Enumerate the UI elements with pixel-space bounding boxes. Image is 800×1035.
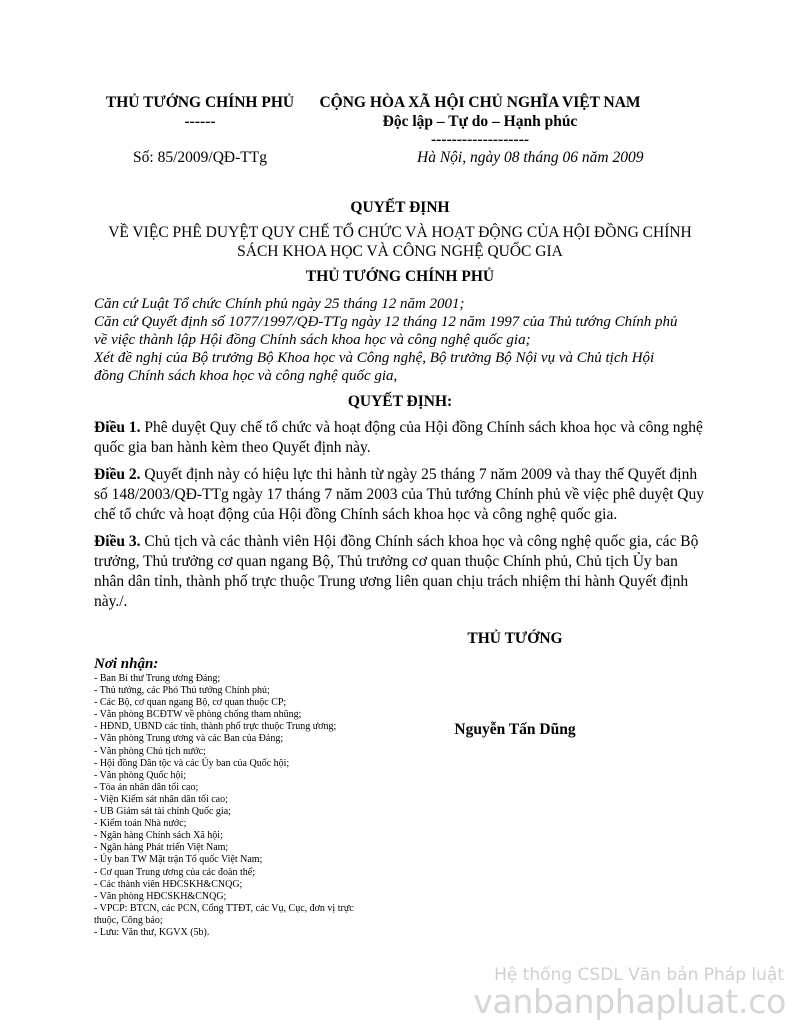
list-item: - UB Giám sát tài chính Quốc gia; (94, 806, 231, 818)
article-label: Điều 2. (94, 466, 141, 483)
subject-line-1: VỀ VIỆC PHÊ DUYỆT QUY CHẾ TỔ CHỨC VÀ HOẠT ĐỘNG CỦA HỘI ĐỒNG CHÍNH (108, 224, 692, 241)
article-label: Điều 3. (94, 533, 141, 550)
list-item: - HĐND, UBND các tỉnh, thành phố trực thuộc Trung ương; (94, 721, 337, 733)
list-item: - Thủ tướng, các Phó Thủ tướng Chính phủ; (94, 685, 270, 697)
list-item: - Viện Kiểm sát nhân dân tối cao; (94, 793, 228, 805)
article-3 (94, 532, 706, 612)
list-item: - Văn phòng Trung ương và các Ban của Đảng; (94, 733, 284, 745)
document-number: Số: 85/2009/QĐ-TTg (133, 149, 267, 166)
recipients-heading: Nơi nhận: (94, 656, 159, 672)
issuing-authority: THỦ TƯỚNG CHÍNH PHỦ (105, 94, 295, 111)
watermark-site[interactable]: vanbanphapluat.co (473, 982, 786, 1021)
list-item: - Văn phòng BCĐTW về phòng chống tham nhũng; (94, 709, 302, 721)
watermark-caption: Hệ thống CSDL Văn bản Pháp luật (494, 965, 784, 985)
list-item: - Kiểm toán Nhà nước; (94, 818, 187, 830)
document-type: QUYẾT ĐỊNH (350, 199, 450, 216)
article-text: Chủ tịch và các thành viên Hội đồng Chính sách khoa học và công nghệ quốc gia, các Bộ trưởng, Thủ trưởng cơ quan ngang Bộ, Thủ trưởng cơ quan thuộc Chính phủ, Chủ tịch Ủy ban nhân dân tỉnh, thành phố trực thuộc Trung ương liên quan chịu trách nhiệm thi hành Quyết định này./. (94, 533, 699, 610)
article-1 (94, 418, 706, 458)
list-item: - Văn phòng Chủ tịch nước; (94, 745, 206, 757)
preamble-line: Căn cứ Quyết định số 1077/1997/QĐ-TTg ngày 12 tháng 12 năm 1997 của Thủ tướng Chính phủ (94, 314, 678, 330)
signer-title: THỦ TƯỚNG (467, 630, 563, 647)
place-and-date: Hà Nội, ngày 08 tháng 06 năm 2009 (417, 149, 644, 166)
country-name: CỘNG HÒA XÃ HỘI CHỦ NGHĨA VIỆT NAM (319, 94, 641, 111)
list-item: - VPCP: BTCN, các PCN, Cổng TTĐT, các Vụ, Cục, đơn vị trực (94, 902, 354, 914)
preamble-line: đồng Chính sách khoa học và công nghệ quốc gia, (94, 368, 398, 384)
motto-rule: ------------------- (430, 131, 530, 148)
list-item: - Hội đồng Dân tộc và các Ủy ban của Quốc hội; (94, 757, 290, 769)
article-label: Điều 1. (94, 419, 141, 436)
authority-rule: ------ (184, 113, 216, 130)
list-item: - Ủy ban TW Mặt trận Tổ quốc Việt Nam; (94, 854, 263, 866)
authority-heading: THỦ TƯỚNG CHÍNH PHỦ (305, 268, 495, 285)
article-2 (94, 465, 706, 525)
decides-heading: QUYẾT ĐỊNH: (347, 393, 453, 410)
articles (94, 418, 706, 619)
article-text: Phê duyệt Quy chế tổ chức và hoạt động của Hội đồng Chính sách khoa học và công nghệ quốc gia ban hành kèm theo Quyết định này. (94, 419, 703, 456)
list-item: - Tòa án nhân dân tối cao; (94, 781, 199, 793)
preamble-line: Xét đề nghị của Bộ trưởng Bộ Khoa học và Công nghệ, Bộ trưởng Bộ Nội vụ và Chủ tịch Hội (94, 350, 655, 366)
list-item: - Lưu: Văn thư, KGVX (5b). (94, 926, 210, 938)
list-item: - Cơ quan Trung ương của các đoàn thể; (94, 866, 255, 878)
national-motto: Độc lập – Tự do – Hạnh phúc (382, 113, 578, 130)
list-item: - Ban Bí thư Trung ương Đảng; (94, 673, 221, 684)
list-item: - Ngân hàng Phát triển Việt Nam; (94, 842, 229, 854)
subject-line-2: SÁCH KHOA HỌC VÀ CÔNG NGHỆ QUỐC GIA (237, 243, 563, 260)
list-item: - Các Bộ, cơ quan ngang Bộ, cơ quan thuộc CP; (94, 697, 287, 709)
list-item: thuộc, Công báo; (94, 914, 163, 926)
preamble-line: về việc thành lập Hội đồng Chính sách khoa học và công nghệ quốc gia; (94, 332, 531, 348)
list-item: - Văn phòng Quốc hội; (94, 769, 187, 781)
list-item: - Ngân hàng Chính sách Xã hội; (94, 830, 223, 842)
article-text: Quyết định này có hiệu lực thi hành từ ngày 25 tháng 7 năm 2009 và thay thế Quyết định số 148/2003/QĐ-TTg ngày 17 tháng 7 năm 2003 của Thủ tướng Chính phủ về việc phê duyệt Quy chế tổ chức và hoạt động của Hội đồng Chính sách khoa học và công nghệ quốc gia. (94, 466, 704, 523)
recipients-list (94, 673, 394, 939)
signer-name: Nguyễn Tấn Dũng (454, 721, 576, 738)
preamble-line: Căn cứ Luật Tổ chức Chính phủ ngày 25 tháng 12 năm 2001; (94, 296, 465, 312)
list-item: - Văn phòng HĐCSKH&CNQG; (94, 890, 227, 902)
preamble (94, 295, 714, 385)
list-item: - Các thành viên HĐCSKH&CNQG; (94, 878, 243, 890)
